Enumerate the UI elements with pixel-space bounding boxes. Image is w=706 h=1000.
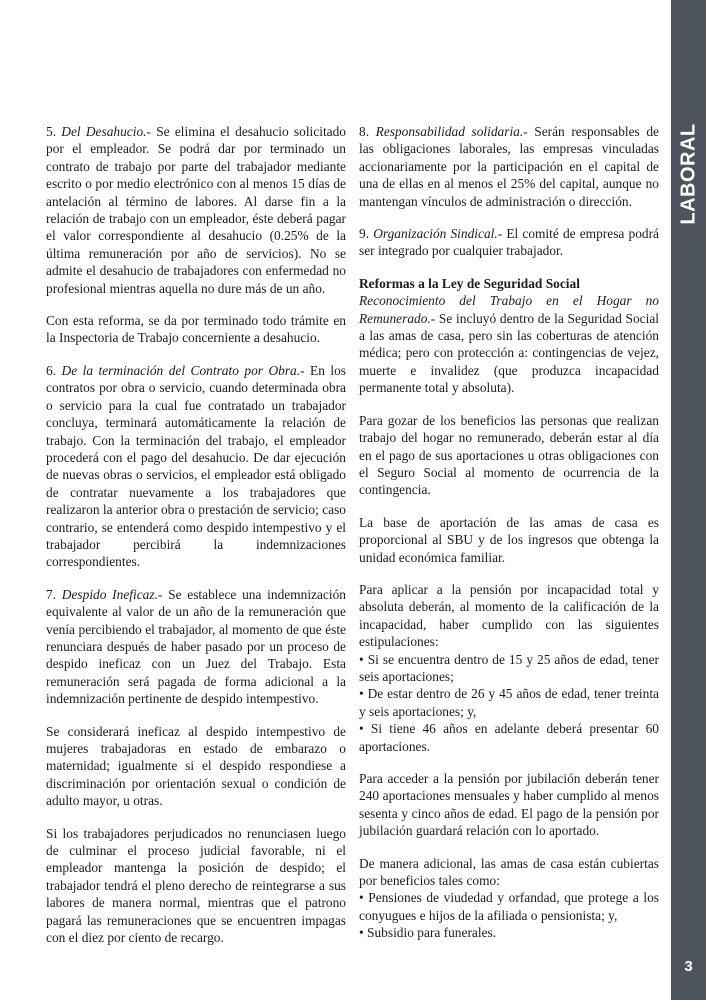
item-number: 5.	[46, 124, 62, 139]
item-title: De la terminación del Contrato por Obra.-	[61, 362, 305, 378]
right-column	[359, 123, 659, 942]
item-title: Despido Ineficaz.-	[61, 586, 163, 602]
paragraph-responsabilidad	[359, 123, 659, 210]
section-sidebar	[671, 0, 706, 1000]
paragraph-incapacidad: Para aplicar a la pensión por incapacidad total y absoluta deberán, al momento de la calificación de la incapacidad, haber cumplido con las siguientes estipulaciones:	[359, 581, 659, 650]
item-title: Del Desahucio.-	[61, 124, 151, 139]
paragraph-contrato-obra	[46, 362, 346, 571]
item-number: 8.	[359, 124, 376, 139]
item-text: Serán responsables de las obligaciones laborales, las empresas vinculadas accionariamente por la participación en el capital de una de ellas en al menos el 25% del capital, aunque no mantengan vínculos de administración o dirección.	[359, 124, 659, 209]
left-column	[46, 123, 346, 961]
list-item: • Pensiones de viudedad y orfandad, que protege a los conyugues e hijos de la afiliada o pensionista; y,	[359, 890, 659, 923]
item-number: 7.	[46, 586, 62, 602]
item-title: Responsabilidad solidaria.-	[375, 124, 528, 139]
paragraph-desahucio	[46, 123, 346, 297]
page-number: 3	[684, 958, 693, 975]
paragraph-sindical	[359, 225, 659, 260]
item-text: En los contratos por obra o servicio, cuando determinada obra o servicio para la cual fue contratado un trabajador concluya, terminará automáticamente la relación de trabajo. Con la terminación del trabajo, el empleador procederá con el pago del desahucio. De dar ejecución de nuevas obras o servicios, el empleador está obligado de contratar nuevamente a los trabajadores que realizaron la anterior obra o prestación de servicio; caso contrario, se entenderá como despido intempestivo y el trabajador percibirá la indemnizaciones correspondientes.	[46, 362, 347, 570]
item-title: Organización Sindical.-	[373, 226, 503, 242]
paragraph-reconocimiento	[359, 292, 659, 396]
paragraph-base-aportacion: La base de aportación de las amas de casa es proporcional al SBU y de los ingresos que obtenga la unidad económica familiar.	[359, 514, 659, 565]
list-item: • Subsidio para funerales.	[359, 925, 497, 941]
paragraph-jubilacion: Para acceder a la pensión por jubilación deberán tener 240 aportaciones mensuales y haber cumplido al menos sesenta y cinco años de edad. El pago de la pensión por jubilación guardará relación con lo aportado.	[359, 771, 659, 839]
paragraph-adicional: De manera adicional, las amas de casa están cubiertas por beneficios tales como:	[359, 855, 659, 889]
paragraph-reforma: Con esta reforma, se da por terminado todo trámite en la Inspectoria de Trabajo concerniente a desahucio.	[46, 313, 346, 346]
list-item: • Si se encuentra dentro de 15 y 25 años de edad, tener seis aportaciones;	[359, 651, 659, 684]
item-number: 9.	[359, 226, 374, 242]
paragraph-reintegro: Si los trabajadores perjudicados no renunciasen luego de culminar el proceso judicial favorable, ni el empleador mantenga la posición de despido; el trabajador tendrá el pleno derecho de reintegrarse a sus labores de manera normal, mientras que el patrono pagará las remuneraciones que se encuentren impagas con el diez por ciento de recargo.	[46, 825, 346, 946]
item-text: El comité de empresa podrá ser integrado por cualquier trabajador.	[359, 226, 659, 259]
paragraph-ineficaz-mujeres: Se considerará ineficaz al despido intempestivo de mujeres trabajadoras en estado de embarazo o maternidad; igualmente si el despido respondiese a discriminación por orientación sexual o condición de adulto mayor, u otras.	[46, 723, 346, 809]
paragraph-beneficios: Para gozar de los beneficios las personas que realizan trabajo del hogar no remunerado, deberán estar al día en el pago de sus aportaciones u otras obligaciones con el Seguro Social al momento de ocurrencia de la contingencia.	[359, 412, 659, 498]
list-item: • De estar dentro de 26 y 45 años de edad, tener treinta y seis aportaciones; y,	[359, 686, 659, 719]
item-text: Se establece una indemnización equivalente al valor de un año de la remuneración que venía percibiendo el trabajador, al momento de que éste renunciara después de haber pasado por un proceso de despido ineficaz con un Juez del Trabajo. Esta remuneración será pagada de forma adicional a la indemnización pertinente de despido intempestivo.	[46, 586, 346, 707]
item-title: Reconocimiento del Trabajo en el Hogar no Remunerado.-	[359, 293, 659, 326]
section-tag	[671, 123, 706, 225]
item-text: Se incluyó dentro de la Seguridad Social a las amas de casa, pero sin las coberturas de atención médica; pero con protección a: contingencias de vejez, muerte e invalidez (que produzca incapacidad permanente total y absoluta).	[359, 310, 659, 396]
item-number: 6.	[46, 362, 62, 378]
section-heading: Reformas a la Ley de Seguridad Social	[359, 275, 580, 291]
section-label: LABORAL	[677, 123, 699, 225]
list-item: • Si tiene 46 años en adelante deberá presentar 60 aportaciones.	[359, 721, 659, 754]
item-text: Se elimina el desahucio solicitado por el empleador. Se podrá dar por terminado un contrato de trabajo por parte del trabajador mediante escrito o por medio electrónico con al menos 15 días de antelación al término de labores. Al darse fin a la relación de trabajo con un empleador, éste deberá pagar el valor correspondiente al desahucio (0.25% de la última remuneración por año de servicios). No se admite el desahucio de trabajadores con enfermedad no profesional mientras aquella no dure más de un año.	[46, 124, 346, 296]
paragraph-despido-ineficaz	[46, 586, 346, 708]
